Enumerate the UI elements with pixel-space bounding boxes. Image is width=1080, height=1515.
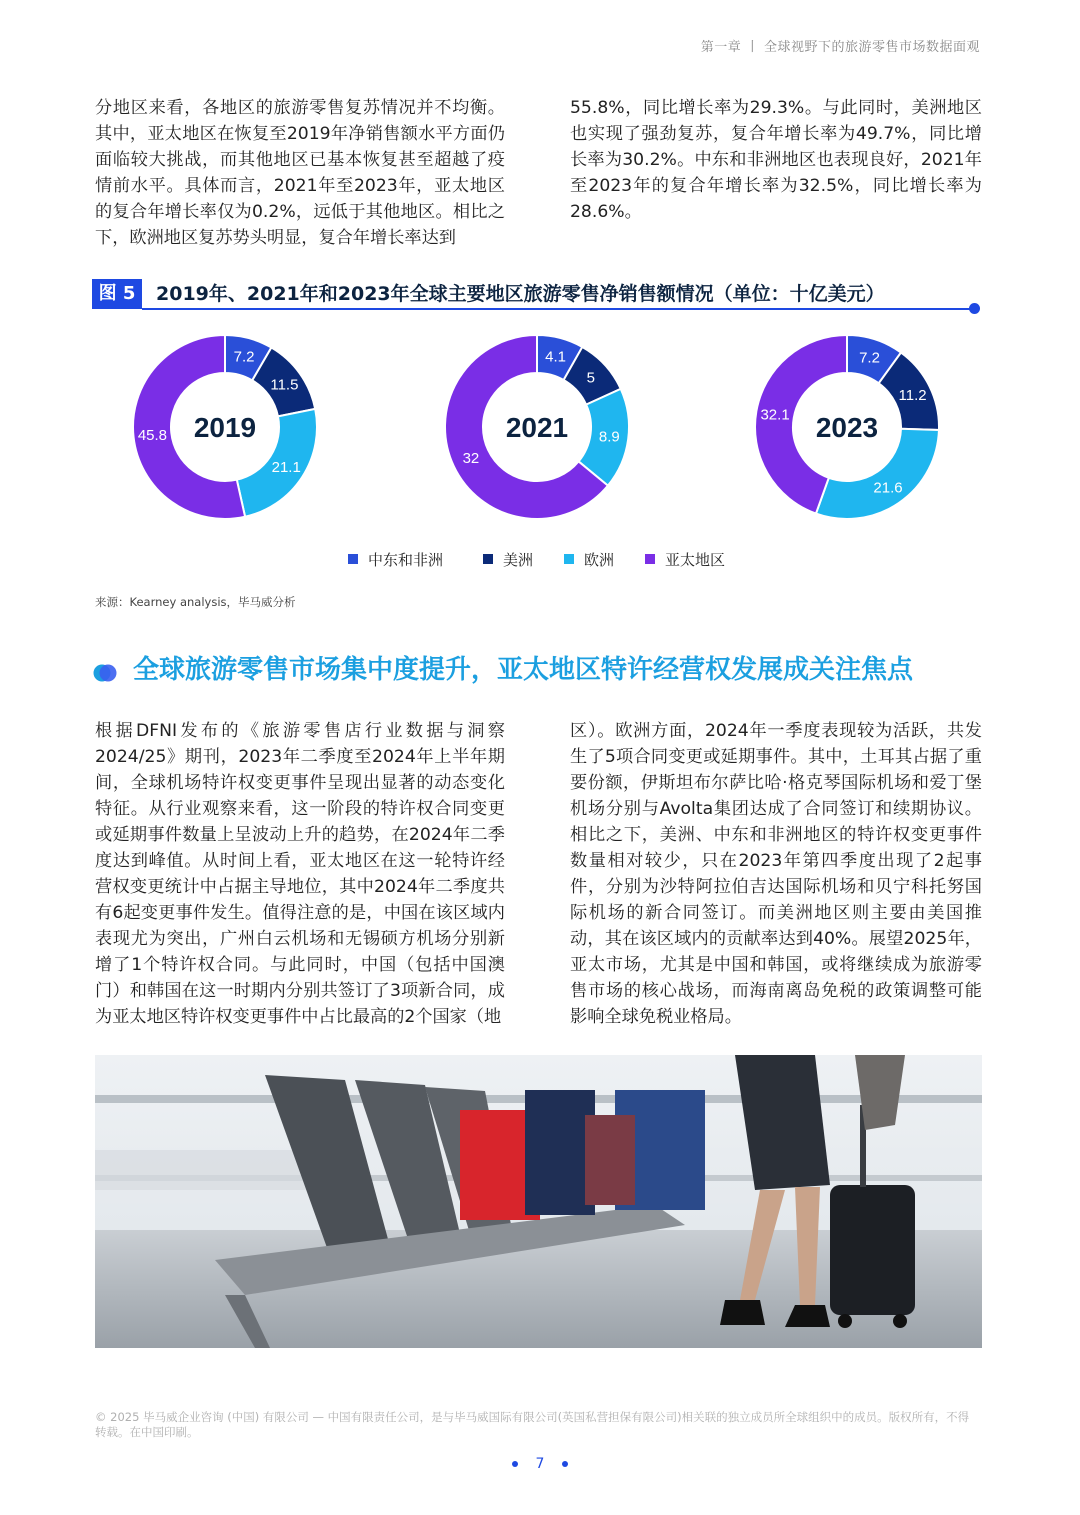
donut-value-label-2021-0: 4.1 [545,348,567,366]
running-header: 第一章 丨 全球视野下的旅游零售市场数据面观 [700,40,980,55]
figure-rule-dot [969,303,980,314]
airport-shopping-photo [95,1055,982,1348]
intro-paragraph-left: 分地区来看，各地区的旅游零售复苏情况并不均衡。其中，亚太地区在恢复至2019年净销售额水平方面仍面临较大挑战，而其他地区已基本恢复甚至超越了疫情前水平。具体而言，2021年至2023年，亚太地区的复合年增长率仅为0.2%，远低于其他地区。相比之下，欧洲地区复苏势头明显，复合年增长率达到 [95,98,505,248]
donut-center-label-2023: 2023 [815,412,879,443]
page-dot-left [512,1461,518,1467]
legend-swatch-0 [348,554,358,564]
donut-chart [90,322,990,592]
donut-value-label-2019-1: 11.5 [270,376,299,394]
donut-center-label-2019: 2019 [193,412,257,443]
figure-title: 2019年、2021年和2023年全球主要地区旅游零售净销售额情况（单位：十亿美元） [156,283,885,305]
figure-header [92,279,980,311]
legend-label-3: 亚太地区 [665,551,726,569]
legend-swatch-2 [564,554,574,564]
donut-value-label-2023-2: 21.6 [873,479,903,497]
page-number-label: 7 [535,1456,545,1472]
legend-label-0: 中东和非洲 [368,551,444,569]
section-heading [93,650,983,694]
donut-value-label-2023-3: 32.1 [760,406,790,424]
donut-center-label-2021: 2021 [505,412,569,443]
legend-swatch-1 [483,554,493,564]
legend-swatch-3 [645,554,655,564]
donut-value-label-2023-0: 7.2 [859,349,880,367]
page-dot-right [562,1461,568,1467]
donut-value-label-2019-3: 45.8 [137,427,168,445]
figure-source: 来源：Kearney analysis，毕马威分析 [95,595,296,609]
donut-value-label-2021-1: 5 [586,369,596,387]
droplet-icon [93,661,117,683]
donut-value-label-2023-1: 11.2 [898,386,927,404]
legend-label-2: 欧洲 [584,551,615,569]
body-paragraph-right: 区）。欧洲方面，2024年一季度表现较为活跃，共发生了5项合同变更或延期事件。其中，土耳其占据了重要份额，伊斯坦布尔萨比哈·格克琴国际机场和爱丁堡机场分别与Avolta集团达成了合同签订和续期协议。相比之下，美洲、中东和非洲地区的特许权变更事件数量相对较少，只在2023年第四季度出现了2起事件，分别为沙特阿拉伯吉达国际机场和贝宁科托努国际机场的新合同签订。而美洲地区则主要由美国推动，其在该区域内的贡献率达到40%。展望2025年，亚太市场，尤其是中国和韩国，或将继续成为旅游零售市场的核心战场，而海南离岛免税的政策调整可能影响全球免税业格局。 [570,721,982,1027]
donut-value-label-2019-0: 7.2 [233,348,255,366]
donut-value-label-2019-2: 21.1 [271,458,301,476]
figure-badge: 图 5 [92,279,142,309]
body-paragraph-left: 根据DFNI发布的《旅游零售店行业数据与洞察2024/25》期刊，2023年二季度至2024年上半年期间，全球机场特许权变更事件呈现出显著的动态变化特征。从行业观察来看，这一阶段的特许权合同变更或延期事件数量上呈波动上升的趋势，在2024年二季度达到峰值。从时间上看，亚太地区在这一轮特许经营权变更统计中占据主导地位，其中2024年二季度共有6起变更事件发生。值得注意的是，中国在该区域内表现尤为突出，广州白云机场和无锡硕方机场分别新增了1个特许权合同。与此同时，中国（包括中国澳门）和韩国在这一时期内分别共签订了3项新合同，成为亚太地区特许权变更事件中占比最高的2个国家（地 [95,721,505,1027]
figure-rule [142,308,974,310]
footer-copyright: © 2025 毕马威企业咨询 (中国) 有限公司 — 中国有限责任公司，是与毕马威国际有限公司(英国私营担保有限公司)相关联的独立成员所全球组织中的成员。版权所有，不得转载。在中国印刷。 [95,1410,970,1439]
page-number [0,1456,1080,1472]
legend-label-1: 美洲 [503,551,534,569]
intro-paragraph-right: 55.8%，同比增长率为29.3%。与此同时，美洲地区也实现了强劲复苏，复合年增长率为49.7%，同比增长率为30.2%。中东和非洲地区也表现良好，2021年至2023年的复合年增长率为32.5%，同比增长率为28.6%。 [570,98,982,222]
donut-value-label-2021-3: 32 [462,450,480,468]
donut-value-label-2021-2: 8.9 [598,428,620,446]
section-title: 全球旅游零售市场集中度提升，亚太地区特许经营权发展成关注焦点 [133,655,914,685]
